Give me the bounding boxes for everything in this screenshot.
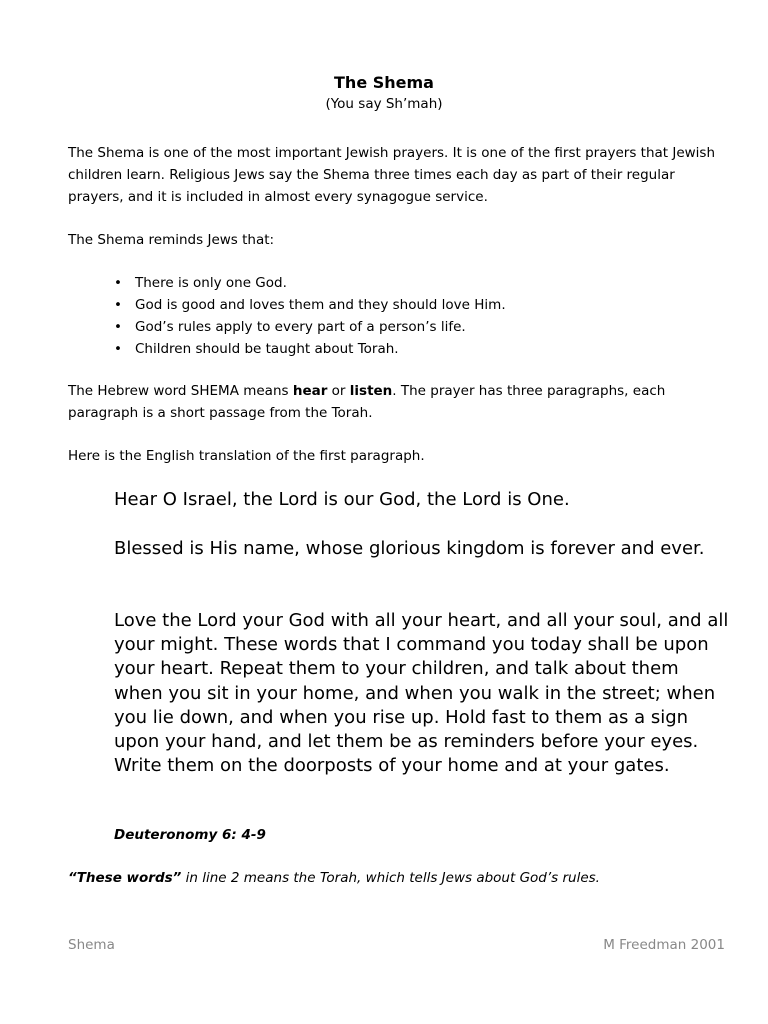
bullet-icon: • <box>114 297 122 313</box>
footer-right: M Freedman 2001 <box>603 937 725 953</box>
list-item-text: God’s rules apply to every part of a person’s life. <box>135 319 466 335</box>
footer-left: Shema <box>68 937 115 953</box>
list-item <box>114 316 714 338</box>
keyword-listen: listen <box>349 383 393 399</box>
list-item-text: There is only one God. <box>135 275 287 291</box>
hebrew-text-or: or <box>327 383 350 399</box>
list-item-text: Children should be taught about Torah. <box>135 341 399 357</box>
footnote <box>68 870 718 886</box>
list-item <box>114 294 714 316</box>
bullet-icon: • <box>114 275 122 291</box>
list-item <box>114 272 714 294</box>
page-title: The Shema <box>334 73 434 92</box>
hebrew-text-before: The Hebrew word SHEMA means <box>68 383 293 399</box>
list-item <box>114 338 714 360</box>
scripture-reference: Deuteronomy 6: 4-9 <box>114 827 266 843</box>
intro-paragraph: The Shema is one of the most important Jewish prayers. It is one of the first prayers that Jewish children learn. Religious Jews say the Shema three times each day as part of their regular prayers, and it is included in almost every synagogue service. <box>68 145 716 205</box>
footnote-quoted: “These words” <box>68 870 182 886</box>
translation-paragraph-2: Blessed is His name, whose glorious kingdom is forever and ever. <box>114 538 705 559</box>
keyword-hear: hear <box>292 383 328 399</box>
reminds-paragraph: The Shema reminds Jews that: <box>68 232 275 248</box>
hebrew-word-paragraph <box>68 380 718 424</box>
bullet-icon: • <box>114 341 122 357</box>
translation-paragraph-3: Love the Lord your God with all your heart, and all your soul, and all your might. These words that I command you today shall be upon your heart. Repeat them to your children, and talk about them when you sit in your home, and when you walk in the street; when you lie down, and when you rise up. Hold fast to them as a sign upon your hand, and let them be as reminders before your eyes. Write them on the doorposts of your home and at your gates. <box>114 610 729 777</box>
footnote-text: in line 2 means the Torah, which tells Jews about God’s rules. <box>181 870 600 886</box>
translation-paragraph-1: Hear O Israel, the Lord is our God, the Lord is One. <box>114 489 570 510</box>
reminders-list <box>114 272 714 360</box>
list-item-text: God is good and loves them and they should love Him. <box>135 297 506 313</box>
page-subtitle: (You say Sh’mah) <box>325 96 443 112</box>
bullet-icon: • <box>114 319 122 335</box>
translation-intro: Here is the English translation of the first paragraph. <box>68 448 425 464</box>
hebrew-text-after: . The prayer has three paragraphs, each paragraph is a short passage from the Torah. <box>68 383 666 421</box>
